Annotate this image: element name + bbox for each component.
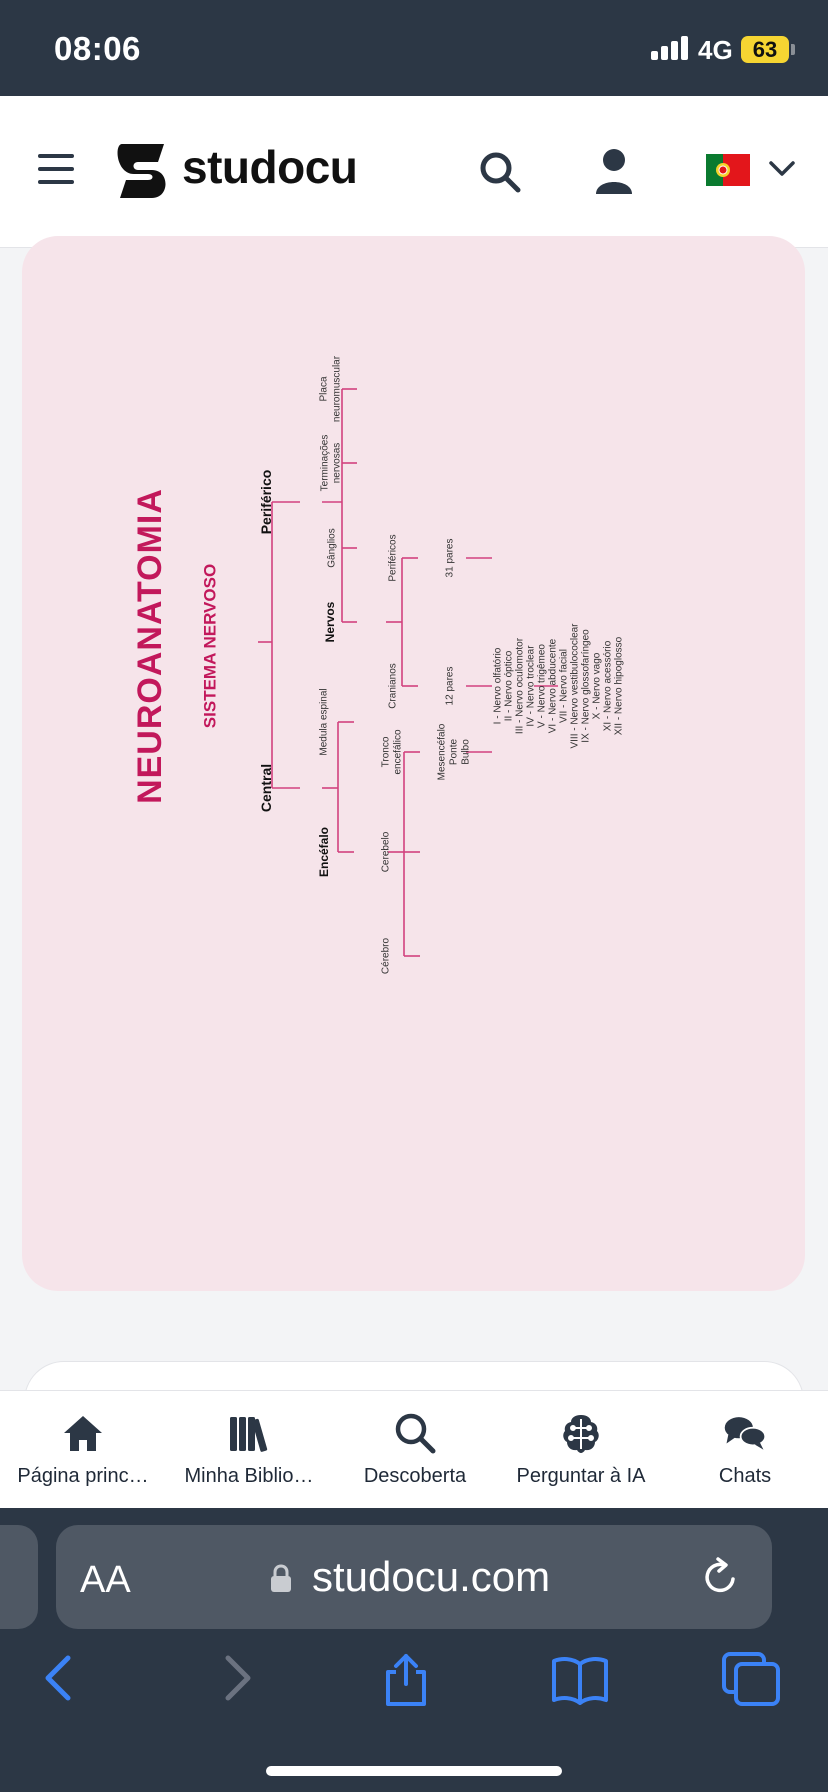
previous-tab-peek[interactable]	[0, 1525, 38, 1629]
nav-label: Minha Biblio…	[184, 1465, 314, 1487]
node-tronco-1: Tronco	[380, 736, 392, 768]
nav-label: Descoberta	[363, 1465, 467, 1487]
node-terminacoes-2: nervosas	[331, 442, 343, 484]
document-page[interactable]	[22, 236, 805, 1291]
signal-icon	[651, 36, 691, 60]
cranial-nerve-11: XI - Nervo acessório	[602, 640, 614, 732]
node-nervos: Nervos	[323, 601, 337, 643]
node-placa-2: neuromuscular	[331, 355, 343, 423]
nav-label: Perguntar à IA	[516, 1465, 646, 1487]
node-placa-1: Placa	[318, 376, 330, 402]
root-node: SISTEMA NERVOSO	[200, 563, 220, 729]
lock-icon	[270, 1563, 292, 1593]
cranial-nerve-1: I - Nervo olfatório	[492, 647, 504, 725]
nav-label: Página princ…	[17, 1465, 149, 1487]
status-time: 08:06	[54, 30, 141, 67]
node-ponte: Ponte	[448, 738, 460, 766]
node-central: Central	[258, 763, 274, 813]
node-cerebelo: Cerebelo	[380, 831, 392, 873]
node-tronco-2: encefálico	[392, 729, 404, 775]
mind-map	[22, 236, 805, 1291]
nav-label: Chats	[718, 1465, 772, 1487]
battery-cap	[791, 44, 795, 55]
search-icon	[393, 1411, 437, 1455]
library-icon	[227, 1411, 271, 1455]
cranial-nerve-7: VII - Nervo facial	[558, 649, 570, 723]
node-ganglios: Gânglios	[326, 528, 338, 568]
node-31-pares: 31 pares	[444, 538, 456, 578]
address-bar[interactable]	[56, 1525, 772, 1629]
node-terminacoes-1: Terminações	[319, 434, 331, 492]
share-icon[interactable]	[374, 1648, 438, 1708]
reload-icon[interactable]	[700, 1557, 740, 1597]
battery-icon: 63	[741, 36, 789, 63]
nav-discover[interactable]	[332, 1391, 498, 1509]
node-medula: Medula espinal	[318, 688, 330, 756]
nav-home[interactable]	[0, 1391, 166, 1509]
studocu-logo-icon[interactable]	[112, 140, 174, 202]
bottom-nav	[0, 1390, 828, 1508]
nav-chats[interactable]	[662, 1391, 828, 1509]
chat-icon	[723, 1411, 767, 1455]
network-type: 4G	[698, 35, 733, 65]
back-icon[interactable]	[28, 1648, 92, 1708]
logo-text[interactable]: studocu	[182, 141, 358, 193]
node-12-pares: 12 pares	[444, 666, 456, 706]
node-cerebro: Cérebro	[380, 937, 392, 975]
node-bulbo: Bulbo	[460, 739, 472, 765]
bookmarks-icon[interactable]	[548, 1648, 612, 1708]
cranial-nerve-12: XII - Nervo hipoglosso	[613, 636, 625, 736]
forward-icon[interactable]	[204, 1648, 268, 1708]
cranial-nerve-9: IX - Nervo glossofaríngeo	[580, 629, 592, 743]
cranial-nerve-5: V - Nervo trigêmeo	[536, 644, 548, 728]
user-icon[interactable]	[594, 148, 634, 194]
cranial-nerve-4: IV - Nervo troclear	[525, 645, 537, 727]
cranial-nerve-10: X - Nervo vago	[591, 652, 603, 720]
brain-icon	[559, 1411, 603, 1455]
status-bar	[0, 0, 828, 96]
node-perifericos: Periféricos	[387, 534, 399, 582]
nav-ask-ai[interactable]	[498, 1391, 664, 1509]
home-icon	[61, 1411, 105, 1455]
reader-mode-button[interactable]: AA	[80, 1559, 131, 1601]
tabs-icon[interactable]	[720, 1648, 784, 1708]
node-mesencefalo: Mesencéfalo	[436, 723, 448, 781]
cranial-nerve-3: III - Nervo oculomotor	[514, 637, 526, 735]
search-icon[interactable]	[478, 150, 522, 194]
cranial-nerve-6: VI - Nervo abducente	[547, 638, 559, 734]
doc-title: NEUROANATOMIA	[131, 488, 169, 804]
home-indicator	[266, 1766, 562, 1776]
browser-toolbar	[0, 1508, 828, 1792]
chevron-down-icon[interactable]	[768, 158, 796, 180]
nav-library[interactable]	[166, 1391, 332, 1509]
url-text[interactable]: studocu.com	[312, 1553, 551, 1600]
site-header	[0, 96, 828, 248]
portugal-flag-icon[interactable]	[706, 154, 750, 186]
cranial-nerve-8: VIII - Nervo vestibulococlear	[569, 623, 581, 749]
cranial-nerve-2: II - Nervo óptico	[503, 650, 515, 722]
node-periferico: Periférico	[258, 469, 274, 535]
menu-icon[interactable]	[38, 154, 74, 184]
node-cranianos: Cranianos	[387, 663, 399, 709]
node-encefalo: Encéfalo	[317, 826, 331, 878]
